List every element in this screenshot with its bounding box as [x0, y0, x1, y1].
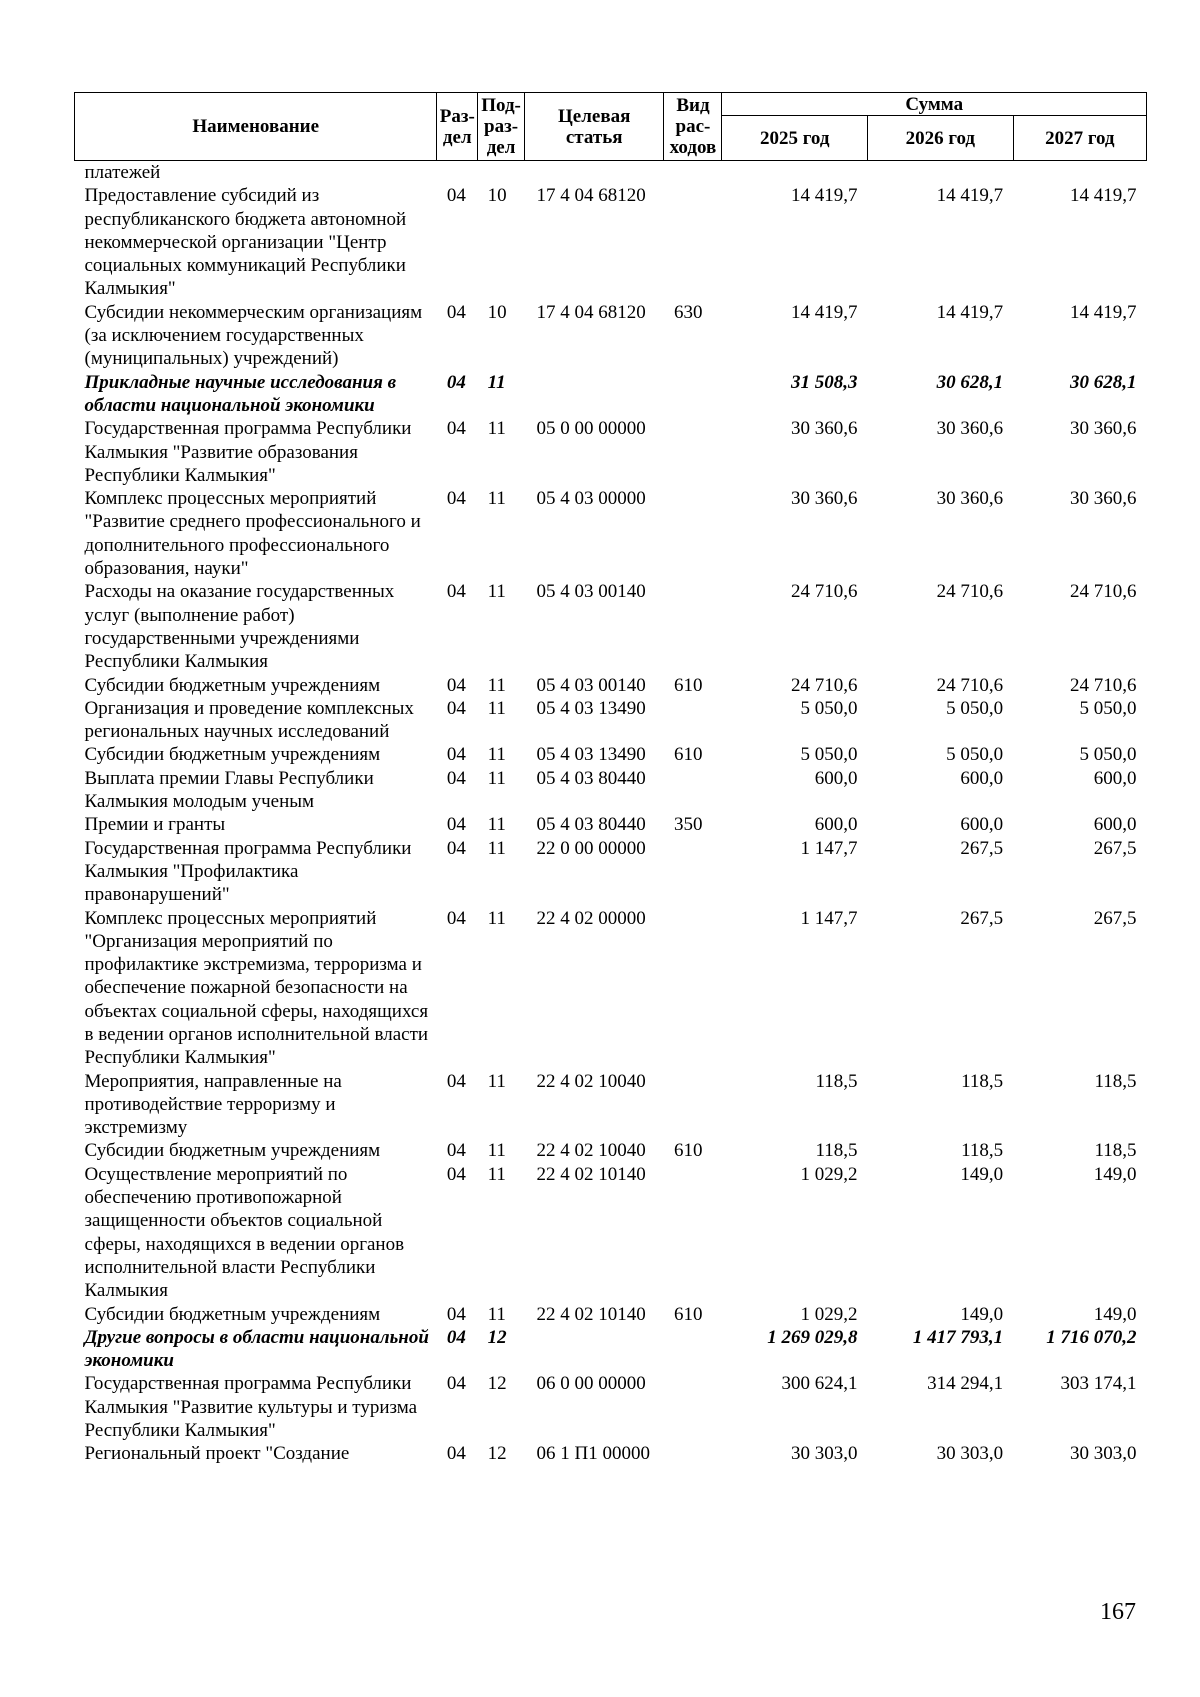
row-sum-2025: 300 624,1	[781, 1373, 858, 1395]
row-vid-rashodov	[664, 907, 722, 1070]
row-name: Премии и гранты	[84, 814, 226, 836]
row-name: Субсидии бюджетным учреждениям	[84, 1303, 381, 1325]
header-name: Наименование	[75, 93, 437, 161]
row-razdel: 04	[446, 1326, 466, 1348]
row-podrazdel: 11	[487, 1303, 506, 1325]
page-number: 167	[1100, 1599, 1136, 1625]
row-name: Государственная программа Республики Калмыкия "Профилактика правонарушений"	[84, 837, 412, 906]
row-podrazdel: 11	[487, 767, 506, 789]
table-body	[75, 161, 1147, 1466]
row-celevaya-statya: 06 0 00 00000	[536, 1373, 646, 1395]
row-razdel	[437, 161, 478, 185]
row-sum-2025: 14 419,7	[791, 301, 858, 323]
table-row	[75, 161, 1147, 185]
row-sum-2027: 30 360,6	[1070, 488, 1137, 510]
row-razdel: 04	[446, 907, 466, 929]
row-sum-2026: 30 360,6	[936, 418, 1004, 440]
row-name: Государственная программа Республики Калмыкия "Развитие образования Республики Калмыкия"	[84, 418, 412, 486]
table-row	[75, 487, 1147, 580]
row-name: Выплата премии Главы Республики Калмыкия молодым ученым	[84, 767, 374, 813]
header-year-2027: 2027 год	[1013, 116, 1146, 161]
row-sum-2027: 24 710,6	[1070, 674, 1137, 696]
row-sum-2025: 600,0	[814, 814, 858, 836]
row-vid-rashodov	[664, 1326, 722, 1373]
row-podrazdel: 12	[487, 1326, 507, 1348]
row-sum-2026: 149,0	[960, 1303, 1004, 1325]
row-razdel: 04	[446, 1140, 466, 1162]
row-sum-2027: 30 360,6	[1070, 418, 1137, 440]
row-podrazdel: 11	[487, 418, 506, 440]
header-razdel: Раз- дел	[437, 93, 478, 161]
row-sum-2025: 5 050,0	[800, 697, 858, 719]
header-year-2025: 2025 год	[722, 116, 868, 161]
row-razdel: 04	[446, 814, 466, 836]
row-sum-2025: 118,5	[815, 1140, 858, 1162]
row-vid-rashodov	[664, 837, 722, 907]
row-name: Субсидии бюджетным учреждениям	[84, 1140, 381, 1162]
row-podrazdel: 10	[487, 301, 507, 323]
table-row	[75, 1163, 1147, 1303]
row-sum-2026: 30 303,0	[936, 1443, 1004, 1465]
row-celevaya-statya	[524, 371, 663, 418]
row-podrazdel: 11	[487, 907, 506, 929]
table-row	[75, 1326, 1147, 1373]
row-vid-rashodov: 630	[673, 301, 703, 323]
row-name: Субсидии некоммерческим организациям (за исключением государственных (муниципальных) учреждений)	[84, 301, 423, 370]
row-celevaya-statya: 05 4 03 00000	[536, 488, 646, 510]
row-vid-rashodov: 610	[673, 1140, 703, 1162]
row-sum-2025: 1 029,2	[800, 1163, 858, 1185]
row-podrazdel: 11	[487, 697, 506, 719]
row-name: Комплекс процессных мероприятий "Развитие среднего профессионального и дополнительного профессионального образования, науки"	[84, 488, 421, 580]
row-sum-2025: 30 360,6	[791, 488, 858, 510]
row-celevaya-statya: 05 4 03 80440	[536, 767, 646, 789]
row-sum-2027: 267,5	[1093, 907, 1137, 929]
row-sum-2025: 5 050,0	[800, 744, 858, 766]
row-vid-rashodov	[664, 184, 722, 300]
row-sum-2025: 31 508,3	[791, 371, 858, 393]
row-razdel: 04	[446, 1303, 466, 1325]
row-sum-2027: 118,5	[1094, 1140, 1137, 1162]
table-row	[75, 813, 1147, 836]
row-podrazdel: 11	[487, 371, 506, 393]
row-celevaya-statya: 05 4 03 00140	[536, 581, 646, 603]
row-razdel: 04	[446, 1443, 466, 1465]
table-row	[75, 580, 1147, 673]
row-podrazdel: 12	[487, 1373, 507, 1395]
row-name: Региональный проект "Создание	[84, 1443, 350, 1465]
row-name: Организация и проведение комплексных региональных научных исследований	[84, 697, 414, 743]
row-vid-rashodov: 610	[673, 1303, 703, 1325]
row-vid-rashodov: 350	[673, 814, 703, 836]
row-razdel: 04	[446, 1070, 466, 1092]
header-vid-rashodov: Вид рас- ходов	[664, 93, 722, 161]
row-celevaya-statya: 22 4 02 00000	[536, 907, 646, 929]
row-celevaya-statya: 22 4 02 10040	[536, 1070, 646, 1092]
table-row	[75, 184, 1147, 300]
row-celevaya-statya: 17 4 04 68120	[536, 301, 646, 323]
row-name: Осуществление мероприятий по обеспечению противопожарной защищенности объектов социальной сферы, находящихся в ведении органов исполнительной власти Республики Калмыкия	[84, 1163, 405, 1302]
row-name: Субсидии бюджетным учреждениям	[84, 744, 381, 766]
table-row	[75, 743, 1147, 766]
row-sum-2027: 14 419,7	[1070, 185, 1137, 207]
row-celevaya-statya: 05 4 03 13490	[536, 744, 646, 766]
row-name: Предоставление субсидий из республиканского бюджета автономной некоммерческой организации "Центр социальных коммуникаций Республики Калмыкия"	[84, 185, 407, 300]
row-razdel: 04	[446, 837, 466, 859]
table-row	[75, 301, 1147, 371]
row-sum-2026: 30 628,1	[936, 371, 1004, 393]
row-podrazdel: 12	[487, 1443, 507, 1465]
table-row	[75, 907, 1147, 1070]
row-podrazdel: 11	[487, 837, 506, 859]
row-celevaya-statya: 22 4 02 10140	[536, 1163, 646, 1185]
row-sum-2027: 149,0	[1093, 1163, 1137, 1185]
row-sum-2026: 314 294,1	[927, 1373, 1004, 1395]
row-sum-2025: 1 147,7	[800, 907, 858, 929]
row-celevaya-statya: 05 0 00 00000	[536, 418, 646, 440]
table-row	[75, 674, 1147, 697]
row-sum-2027: 600,0	[1093, 814, 1137, 836]
table-row	[75, 1139, 1147, 1162]
header-celevaya-statya: Целевая статья	[524, 93, 663, 161]
row-name: Прикладные научные исследования в области национальной экономики	[84, 371, 397, 416]
row-celevaya-statya: 22 0 00 00000	[536, 837, 646, 859]
table-row	[75, 1442, 1147, 1465]
row-podrazdel: 11	[487, 488, 506, 510]
row-celevaya-statya: 22 4 02 10140	[536, 1303, 646, 1325]
row-razdel: 04	[446, 674, 466, 696]
row-sum-2026: 1 417 793,1	[912, 1326, 1004, 1348]
row-sum-2027: 267,5	[1093, 837, 1137, 859]
row-sum-2025: 1 147,7	[800, 837, 858, 859]
row-vid-rashodov	[664, 1372, 722, 1442]
row-razdel: 04	[446, 301, 466, 323]
table-row	[75, 767, 1147, 814]
row-sum-2027: 30 628,1	[1070, 371, 1137, 393]
row-razdel: 04	[446, 488, 466, 510]
row-razdel: 04	[446, 185, 466, 207]
row-podrazdel: 11	[487, 744, 506, 766]
row-podrazdel: 11	[487, 1163, 506, 1185]
table-row	[75, 371, 1147, 418]
row-vid-rashodov	[664, 161, 722, 185]
row-celevaya-statya: 06 1 П1 00000	[536, 1443, 650, 1465]
row-podrazdel: 10	[487, 185, 507, 207]
row-sum-2026: 14 419,7	[936, 185, 1004, 207]
row-sum-2025: 1 269 029,8	[767, 1326, 858, 1348]
row-sum-2027	[1013, 161, 1146, 185]
row-razdel: 04	[446, 581, 466, 603]
row-vid-rashodov	[664, 697, 722, 744]
row-razdel: 04	[446, 1373, 466, 1395]
table-row	[75, 1303, 1147, 1326]
table-row	[75, 1372, 1147, 1442]
row-vid-rashodov	[664, 1070, 722, 1140]
header-year-2026: 2026 год	[868, 116, 1014, 161]
row-sum-2025: 24 710,6	[791, 581, 858, 603]
header-podrazdel: Под- раз- дел	[478, 93, 525, 161]
row-celevaya-statya: 05 4 03 00140	[536, 674, 646, 696]
row-celevaya-statya: 05 4 03 80440	[536, 814, 646, 836]
row-celevaya-statya: 17 4 04 68120	[536, 185, 646, 207]
row-sum-2026: 118,5	[961, 1070, 1004, 1092]
row-sum-2026: 149,0	[960, 1163, 1004, 1185]
row-sum-2025	[722, 161, 868, 185]
table-row	[75, 417, 1147, 487]
row-sum-2025: 1 029,2	[800, 1303, 858, 1325]
row-vid-rashodov	[664, 767, 722, 814]
row-razdel: 04	[446, 418, 466, 440]
row-name: платежей	[84, 162, 161, 183]
header-summa: Сумма	[722, 93, 1147, 116]
row-sum-2026: 600,0	[960, 767, 1004, 789]
row-sum-2027: 118,5	[1094, 1070, 1137, 1092]
row-razdel: 04	[446, 697, 466, 719]
row-sum-2025: 24 710,6	[791, 674, 858, 696]
row-sum-2025: 30 303,0	[791, 1443, 858, 1465]
row-sum-2027: 600,0	[1093, 767, 1137, 789]
row-sum-2027: 14 419,7	[1070, 301, 1137, 323]
row-sum-2027: 24 710,6	[1070, 581, 1137, 603]
row-sum-2025: 14 419,7	[791, 185, 858, 207]
row-razdel: 04	[446, 744, 466, 766]
row-sum-2025: 600,0	[814, 767, 858, 789]
row-name: Другие вопросы в области национальной экономики	[84, 1326, 429, 1372]
row-sum-2026: 30 360,6	[936, 488, 1004, 510]
row-sum-2027: 1 716 070,2	[1046, 1326, 1137, 1348]
row-razdel: 04	[446, 1163, 466, 1185]
row-sum-2026: 267,5	[960, 907, 1004, 929]
row-name: Государственная программа Республики Калмыкия "Развитие культуры и туризма Республики Калмыкия"	[84, 1373, 418, 1442]
row-sum-2026: 24 710,6	[936, 581, 1004, 603]
row-podrazdel	[478, 161, 525, 185]
row-name: Мероприятия, направленные на противодействие терроризму и экстремизму	[84, 1070, 342, 1139]
table-row	[75, 1070, 1147, 1140]
row-sum-2025: 30 360,6	[791, 418, 858, 440]
row-vid-rashodov	[664, 487, 722, 580]
row-celevaya-statya: 22 4 02 10040	[536, 1140, 646, 1162]
row-vid-rashodov: 610	[673, 674, 703, 696]
row-vid-rashodov	[664, 371, 722, 418]
budget-page	[74, 92, 1147, 1466]
row-sum-2026: 24 710,6	[936, 674, 1004, 696]
row-vid-rashodov	[664, 1163, 722, 1303]
row-vid-rashodov	[664, 417, 722, 487]
row-podrazdel: 11	[487, 581, 506, 603]
row-podrazdel: 11	[487, 1070, 506, 1092]
row-sum-2026: 14 419,7	[936, 301, 1004, 323]
row-sum-2026	[868, 161, 1014, 185]
row-razdel: 04	[446, 371, 466, 393]
budget-table	[74, 92, 1147, 1466]
row-razdel: 04	[446, 767, 466, 789]
row-sum-2026: 5 050,0	[946, 697, 1004, 719]
row-celevaya-statya: 05 4 03 13490	[536, 697, 646, 719]
table-header	[75, 93, 1147, 161]
row-sum-2027: 5 050,0	[1079, 744, 1137, 766]
row-name: Комплекс процессных мероприятий "Организация мероприятий по профилактике экстремизма, терроризма и обеспечение пожарной безопасности на объектах социальной сферы, находящихся в ведении органов исполнительной власти Республики Калмыкия"	[84, 907, 429, 1069]
row-sum-2027: 30 303,0	[1070, 1443, 1137, 1465]
row-celevaya-statya	[524, 161, 663, 185]
row-sum-2027: 5 050,0	[1079, 697, 1137, 719]
row-vid-rashodov	[664, 1442, 722, 1465]
row-sum-2025: 118,5	[815, 1070, 858, 1092]
row-name: Расходы на оказание государственных услуг (выполнение работ) государственными учреждениями Республики Калмыкия	[84, 581, 395, 673]
row-sum-2026: 267,5	[960, 837, 1004, 859]
row-podrazdel: 11	[487, 1140, 506, 1162]
row-celevaya-statya	[524, 1326, 663, 1373]
table-row	[75, 697, 1147, 744]
row-sum-2027: 149,0	[1093, 1303, 1137, 1325]
table-row	[75, 837, 1147, 907]
row-sum-2026: 5 050,0	[946, 744, 1004, 766]
row-sum-2026: 118,5	[961, 1140, 1004, 1162]
row-vid-rashodov	[664, 580, 722, 673]
row-sum-2026: 600,0	[960, 814, 1004, 836]
row-vid-rashodov: 610	[673, 744, 703, 766]
row-podrazdel: 11	[487, 674, 506, 696]
row-podrazdel: 11	[487, 814, 506, 836]
row-sum-2027: 303 174,1	[1060, 1373, 1137, 1395]
row-name: Субсидии бюджетным учреждениям	[84, 674, 381, 696]
